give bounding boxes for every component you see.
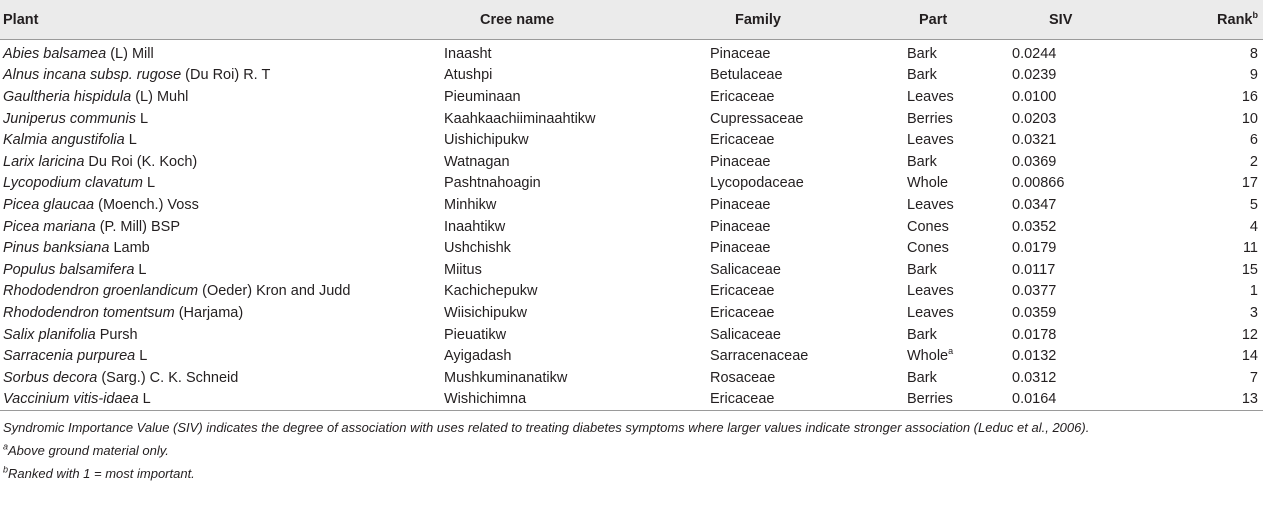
cell-siv: 0.0164: [1012, 389, 1156, 411]
table-row: [0, 389, 1263, 411]
cell-cree-name: Atushpi: [444, 67, 493, 84]
species-name: Alnus incana subsp. rugose: [3, 67, 182, 84]
table-row: [0, 345, 1263, 367]
species-name: Vaccinium vitis-idaea: [3, 391, 139, 408]
cell-cree-name: Minhikw: [444, 196, 497, 213]
species-authority: Du Roi (K. Koch): [84, 153, 198, 170]
species-authority: L: [135, 348, 148, 365]
cell-family: Ericaceae: [710, 304, 775, 321]
part-label: Bark: [907, 326, 937, 343]
table-row: [0, 40, 1263, 65]
species-authority: (Oeder) Kron and Judd: [198, 283, 351, 300]
cell-plant: [0, 389, 444, 411]
cell-cree-name: Ayigadash: [444, 348, 512, 365]
cell-family: Salicaceae: [710, 326, 781, 343]
cell-siv: 0.0132: [1012, 348, 1057, 365]
cell-plant: [0, 194, 444, 216]
species-authority: (Moench.) Voss: [94, 196, 199, 213]
part-label: Bark: [907, 261, 937, 278]
cell-plant: [0, 108, 444, 130]
species-name: Larix laricina: [3, 153, 85, 170]
species-authority: L: [124, 132, 137, 149]
cell-plant: [0, 173, 444, 195]
cell-cree-name: Miitus: [444, 261, 482, 278]
cell-family: Betulaceae: [710, 67, 783, 84]
species-name: Populus balsamifera: [3, 261, 135, 278]
part-label: Leaves: [907, 283, 954, 300]
header-rank: [1156, 0, 1263, 40]
cell-plant: [0, 129, 444, 151]
species-name: Lycopodium clavatum: [3, 175, 143, 192]
cell-family: Pinaceae: [710, 218, 771, 235]
cell-rank: 10: [1241, 110, 1258, 127]
cell-siv: 0.0369: [1012, 153, 1057, 170]
cell-plant: [0, 65, 444, 87]
cell-part: [907, 324, 1012, 346]
cell-cree-name: Uishichipukw: [444, 132, 529, 149]
cell-plant: [0, 324, 444, 346]
cell-part: [907, 129, 1012, 151]
cell-rank: 14: [1241, 348, 1258, 365]
table-footnotes: [0, 411, 1145, 483]
part-label: Berries: [907, 391, 953, 408]
header-plant: Plant: [0, 0, 444, 40]
part-footnote-mark: a: [948, 346, 954, 357]
cell-rank: 13: [1156, 389, 1263, 411]
cell-siv: 0.0100: [1012, 88, 1057, 105]
cell-siv: 0.00866: [1012, 175, 1065, 192]
part-label: Bark: [907, 67, 937, 84]
header-part: Part: [907, 0, 1012, 40]
part-label: Whole: [907, 348, 949, 365]
part-label: Cones: [907, 218, 949, 235]
cell-siv: 0.0312: [1012, 369, 1057, 386]
cell-plant: [0, 216, 444, 238]
footnote-a: [3, 442, 1141, 460]
species-authority: (L) Mill: [106, 45, 154, 62]
cell-cree-name: Pieuminaan: [444, 88, 521, 105]
species-authority: L: [135, 110, 149, 127]
cell-family: Ericaceae: [710, 389, 907, 411]
table-row: [0, 281, 1263, 303]
cell-family: Ericaceae: [710, 283, 775, 300]
cell-cree-name: Inaahtikw: [444, 218, 506, 235]
table-row: [0, 259, 1263, 281]
cell-rank: 3: [1249, 304, 1258, 321]
cell-siv: 0.0203: [1012, 110, 1057, 127]
part-label: Bark: [907, 45, 937, 62]
cell-family: Pinaceae: [710, 240, 771, 257]
cell-cree-name: Kaahkaachiiminaahtikw: [444, 110, 596, 127]
cell-part: [907, 216, 1012, 238]
table-row: [0, 367, 1263, 389]
cell-plant: [0, 281, 444, 303]
table-row: [0, 86, 1263, 108]
footnote-a-mark: a: [3, 441, 9, 452]
part-label: Bark: [907, 153, 937, 170]
part-label: Whole: [907, 175, 949, 192]
species-name: Rhododendron groenlandicum: [3, 283, 199, 300]
cell-part: [907, 367, 1012, 389]
cell-cree-name: Kachichepukw: [444, 283, 538, 300]
cell-rank: 12: [1241, 326, 1258, 343]
cell-plant: [0, 302, 444, 324]
species-authority: Lamb: [109, 240, 150, 257]
table-row: [0, 324, 1263, 346]
part-label: Leaves: [907, 132, 954, 149]
cell-cree-name: Ushchishk: [444, 240, 511, 257]
species-name: Pinus banksiana: [3, 240, 110, 257]
cell-cree-name: Inaasht: [444, 45, 492, 62]
cell-family: Lycopodaceae: [710, 175, 804, 192]
cell-rank: 15: [1241, 261, 1258, 278]
cell-plant: [0, 40, 444, 65]
footnote-b: [3, 465, 1141, 483]
cell-cree-name: Pashtnahoagin: [444, 175, 541, 192]
cell-family: Pinaceae: [710, 196, 771, 213]
cell-siv: 0.0178: [1012, 326, 1057, 343]
cell-part: [907, 389, 1012, 411]
cell-part: [907, 237, 1012, 259]
cell-part: [907, 345, 1012, 367]
cell-family: Pinaceae: [710, 45, 771, 62]
species-name: Sarracenia purpurea: [3, 348, 136, 365]
header-rank-footnote-mark: b: [1252, 9, 1258, 20]
species-authority: L: [142, 175, 156, 192]
cell-rank: 6: [1249, 132, 1258, 149]
cell-rank: 1: [1249, 283, 1258, 300]
header-cree-name: Cree name: [444, 0, 710, 40]
species-authority: (L) Muhl: [131, 88, 189, 105]
table-row: [0, 151, 1263, 173]
table-body: [0, 40, 1263, 411]
part-label: Berries: [907, 110, 953, 127]
species-name: Gaultheria hispidula: [3, 88, 132, 105]
species-name: Kalmia angustifolia: [3, 132, 125, 149]
header-family: Family: [710, 0, 907, 40]
species-name: Sorbus decora: [3, 369, 98, 386]
cell-plant: [0, 259, 444, 281]
table-row: [0, 302, 1263, 324]
cell-plant: [0, 86, 444, 108]
cell-siv: 0.0179: [1012, 240, 1057, 257]
cell-cree-name: Mushkuminanatikw: [444, 369, 568, 386]
cell-siv: 0.0117: [1012, 261, 1056, 278]
species-authority: (Du Roi) R. T: [181, 67, 271, 84]
header-rank-label: Rank: [1217, 11, 1253, 28]
cell-plant: [0, 237, 444, 259]
part-label: Leaves: [907, 304, 954, 321]
cell-part: [907, 259, 1012, 281]
cell-part: [907, 108, 1012, 130]
cell-family: Rosaceae: [710, 369, 776, 386]
footnote-b-mark: b: [3, 464, 9, 475]
cell-part: [907, 281, 1012, 303]
table-row: [0, 216, 1263, 238]
cell-cree-name: Wishichimna: [444, 389, 710, 411]
cell-siv: 0.0347: [1012, 196, 1057, 213]
header-siv: SIV: [1012, 0, 1156, 40]
cell-siv: 0.0239: [1012, 67, 1057, 84]
cell-part: [907, 194, 1012, 216]
cell-family: Cupressaceae: [710, 110, 804, 127]
cell-rank: 17: [1241, 175, 1258, 192]
cell-part: [907, 302, 1012, 324]
cell-rank: 9: [1249, 67, 1258, 84]
cell-plant: [0, 151, 444, 173]
cell-family: Ericaceae: [710, 132, 775, 149]
cell-siv: 0.0321: [1012, 132, 1057, 149]
cell-rank: 11: [1242, 240, 1258, 257]
cell-family: Ericaceae: [710, 88, 775, 105]
cell-part: [907, 40, 1012, 65]
table-row: [0, 108, 1263, 130]
species-authority: L: [138, 391, 151, 408]
cell-part: [907, 86, 1012, 108]
part-label: Bark: [907, 369, 937, 386]
header-row: [0, 0, 1263, 40]
cell-siv: 0.0359: [1012, 304, 1057, 321]
cell-family: Salicaceae: [710, 261, 781, 278]
species-authority: L: [134, 261, 147, 278]
footnote-a-text: Above ground material only.: [8, 443, 169, 459]
table-row: [0, 194, 1263, 216]
species-name: Picea mariana: [3, 218, 96, 235]
species-authority: (Sarg.) C. K. Schneid: [97, 369, 239, 386]
cell-siv: 0.0352: [1012, 218, 1057, 235]
table-header: [0, 0, 1263, 40]
part-label: Cones: [907, 240, 949, 257]
cell-part: [907, 151, 1012, 173]
species-authority: Pursh: [95, 326, 138, 343]
species-name: Juniperus communis: [3, 110, 136, 127]
cell-family: Sarracenaceae: [710, 348, 809, 365]
table-row: [0, 65, 1263, 87]
table-row: [0, 173, 1263, 195]
species-name: Picea glaucaa: [3, 196, 95, 213]
species-authority: (Harjama): [174, 304, 244, 321]
species-authority: (P. Mill) BSP: [95, 218, 181, 235]
cell-rank: 16: [1241, 88, 1258, 105]
cell-rank: 8: [1249, 45, 1258, 62]
cell-plant: [0, 367, 444, 389]
species-name: Salix planifolia: [3, 326, 96, 343]
cell-cree-name: Wiisichipukw: [444, 304, 527, 321]
species-name: Abies balsamea: [3, 45, 107, 62]
cell-family: Pinaceae: [710, 153, 771, 170]
cell-part: [907, 65, 1012, 87]
cell-rank: 7: [1249, 369, 1258, 386]
cell-part: [907, 173, 1012, 195]
part-label: Leaves: [907, 196, 954, 213]
table-row: [0, 129, 1263, 151]
cell-plant: [0, 345, 444, 367]
cell-siv: 0.0244: [1012, 45, 1057, 62]
cell-rank: 2: [1249, 153, 1258, 170]
cell-rank: 5: [1249, 196, 1258, 213]
cell-rank: 4: [1249, 218, 1258, 235]
cell-cree-name: Pieuatikw: [444, 326, 507, 343]
footnote-b-text: Ranked with 1 = most important.: [8, 466, 195, 482]
cell-siv: 0.0377: [1012, 283, 1057, 300]
species-name: Rhododendron tomentsum: [3, 304, 175, 321]
table-row: [0, 237, 1263, 259]
cell-cree-name: Watnagan: [444, 153, 510, 170]
footnote-siv: Syndromic Importance Value (SIV) indicates the degree of association with uses related to treating diabetes symptoms where larger values indicate stronger association (Leduc et al., 2006).: [3, 420, 1090, 436]
part-label: Leaves: [907, 88, 954, 105]
